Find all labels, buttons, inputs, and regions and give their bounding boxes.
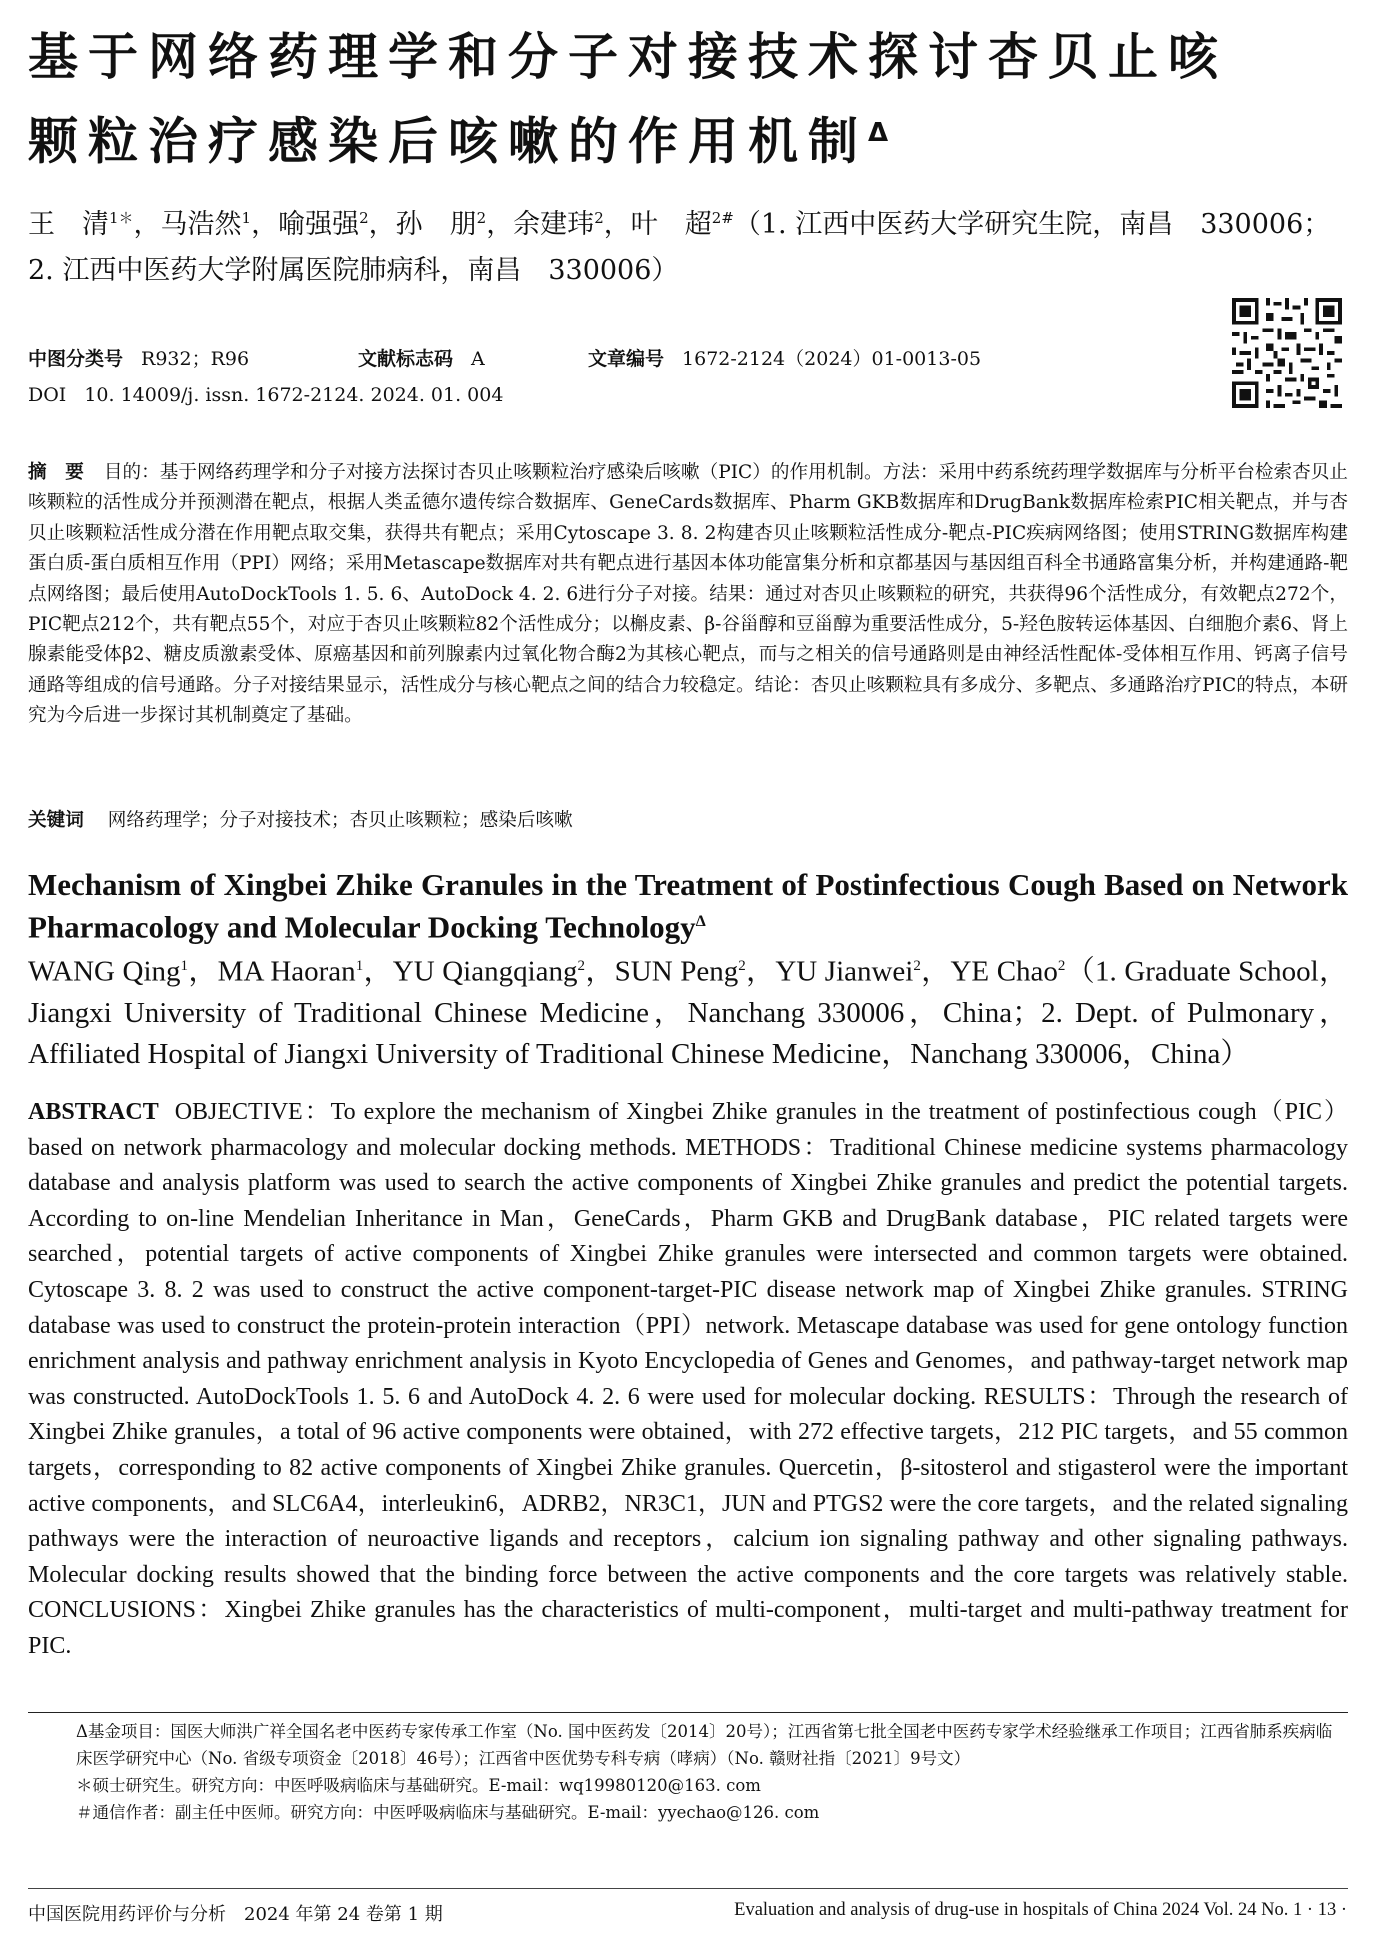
- keywords-cn-label: 关键词: [28, 810, 84, 831]
- footer-divider: [28, 1888, 1348, 1889]
- author-cn-5-sup: 2: [594, 209, 604, 227]
- author-en-6: ，YE Chao: [920, 955, 1058, 988]
- footer-journal-cn: 中国医院用药评价与分析 2024 年第 24 卷第 1 期: [28, 1904, 443, 1925]
- author-en-6-sup: 2: [1057, 958, 1066, 974]
- author-en-2: ，MA Haoran: [188, 955, 356, 988]
- author-cn-6-sup: 2#: [711, 209, 734, 227]
- author-en-3-sup: 2: [577, 958, 586, 974]
- author-cn-6: ，叶 超: [603, 209, 712, 240]
- doc-code-field: [358, 344, 485, 371]
- authors-en: [28, 946, 1348, 1075]
- title-cn-line2: [28, 98, 1348, 177]
- title-cn-line1: [28, 22, 1348, 92]
- title-cn-line2-text: 颗粒治疗感染后咳嗽的作用机制: [28, 112, 868, 171]
- author-en-5-sup: 2: [913, 958, 921, 974]
- abstract-en: [28, 1095, 1348, 1665]
- abstract-cn-label: 摘 要: [28, 462, 84, 483]
- author-en-4-sup: 2: [738, 958, 746, 974]
- title-en-text: Mechanism of Xingbei Zhike Granules in the Treatment of Postinfectious Cough Based on Network Pharmacology and Molecular Docking Technology: [28, 867, 1348, 945]
- abstract-en-label: ABSTRACT: [28, 1099, 159, 1125]
- author-cn-4: ，孙 朋: [368, 209, 477, 240]
- keywords-cn: [28, 806, 1348, 832]
- footnote-first-author: ＊硕士研究生。研究方向：中医呼吸病临床与基础研究。E-mail：wq19980120@163. com: [76, 1776, 761, 1795]
- article-no-field: [588, 344, 981, 371]
- doi-value[interactable]: 10. 14009/j. issn. 1672-2124. 2024. 01. 004: [84, 384, 504, 406]
- author-en-5: ，YU Jianwei: [745, 955, 914, 988]
- abstract-cn-text: 目的：基于网络药理学和分子对接方法探讨杏贝止咳颗粒治疗感染后咳嗽（PIC）的作用机制。方法：采用中药系统药理学数据库与分析平台检索杏贝止咳颗粒的活性成分并预测潜在靶点，根据人类孟德尔遗传综合数据库、GeneCards数据库、Pharm GKB数据库和DrugBank数据库检索PIC相关靶点，并与杏贝止咳颗粒活性成分潜在作用靶点取交集，获得共有靶点；采用Cytoscape 3. 8. 2构建杏贝止咳颗粒活性成分-靶点-PIC疾病网络图；使用STRING数据库构建蛋白质-蛋白质相互作用（PPI）网络；采用Metascape数据库对共有靶点进行基因本体功能富集分析和京都基因与基因组百科全书通路富集分析，并构建通路-靶点网络图；最后使用AutoDockTools 1. 5. 6、AutoDock 4. 2. 6进行分子对接。结果：通过对杏贝止咳颗粒的研究，共获得96个活性成分，有效靶点272个，PIC靶点212个，共有靶点55个，对应于杏贝止咳颗粒82个活性成分；以槲皮素、β-谷甾醇和豆甾醇为重要活性成分，5-羟色胺转运体基因、白细胞介素6、肾上腺素能受体β2、糖皮质激素受体、原癌基因和前列腺素内过氧化物合酶2为其核心靶点，而与之相关的信号通路则是由神经活性配体-受体相互作用、钙离子信号通路等组成的信号通路。分子对接结果显示，活性成分与核心靶点之间的结合力较稳定。结论：杏贝止咳颗粒具有多成分、多靶点、多通路治疗PIC的特点，本研究为今后进一步探讨其机制奠定了基础。: [28, 462, 1348, 727]
- title-cn-fund-mark: Δ: [868, 118, 889, 148]
- title-cn-line1-text: 基于网络药理学和分子对接技术探讨杏贝止咳: [28, 28, 1228, 86]
- affiliations-en: （1. Graduate School，Jiangxi University of Traditional Chinese Medicine，Nanchang 330006，China；2. Dept. of Pulmonary，Affiliated Hospital of Jiangxi University of Traditional Chinese Medicine，Nanchang 330006，China）: [28, 955, 1348, 1070]
- abstract-en-text: OBJECTIVE：To explore the mechanism of Xingbei Zhike granules in the treatment of postinfectious cough（PIC）based on network pharmacology and molecular docking methods. METHODS：Traditional Chinese medicine systems pharmacology database and analysis platform was used to search the active components of Xingbei Zhike granules and predict the potential targets. According to on-line Mendelian Inheritance in Man，GeneCards，Pharm GKB and DrugBank database，PIC related targets were searched，potential targets of active components of Xingbei Zhike granules were intersected and common targets were obtained. Cytoscape 3. 8. 2 was used to construct the active component-target-PIC disease network map of Xingbei Zhike granules. STRING database was used to construct the protein-protein interaction（PPI）network. Metascape database was used for gene ontology function enrichment analysis and pathway enrichment analysis in Kyoto Encyclopedia of Genes and Genomes，and pathway-target network map was constructed. AutoDockTools 1. 5. 6 and AutoDock 4. 2. 6 were used for molecular docking. RESULTS：Through the research of Xingbei Zhike granules，a total of 96 active components were obtained，with 272 effective targets，212 PIC targets，and 55 common targets，corresponding to 82 active components of Xingbei Zhike granules. Quercetin，β-sitosterol and stigasterol were the important active components，and SLC6A4，interleukin6，ADRB2，NR3C1，JUN and PTGS2 were the core targets，and the related signaling pathways were the interaction of neuroactive ligands and receptors，calcium ion signaling pathway and other signaling pathways. Molecular docking results showed that the binding force between the active components and the core targets was relatively stable. CONCLUSIONS：Xingbei Zhike granules has the characteristics of multi-component，multi-target and multi-pathway treatment for PIC.: [28, 1099, 1348, 1659]
- title-en-fund-mark: Δ: [695, 913, 706, 930]
- footnote-corresponding: ＃通信作者：副主任中医师。研究方向：中医呼吸病临床与基础研究。E-mail：yyechao@126. com: [76, 1803, 820, 1822]
- doi-row: [28, 384, 503, 406]
- affiliations-cn: （1. 江西中医药大学研究生院，南昌 330006；2. 江西中医药大学附属医院肺病科，南昌 330006）: [28, 209, 1331, 286]
- footer-journal-en: Evaluation and analysis of drug-use in hospitals of China 2024 Vol. 24 No. 1 · 13 ·: [734, 1900, 1347, 1920]
- author-en-1: WANG Qing: [28, 955, 181, 988]
- author-cn-3: ，喻强强: [251, 209, 360, 240]
- doc-code-label: 文献标志码: [358, 348, 454, 370]
- doi-label: DOI: [28, 384, 67, 406]
- author-en-3: ，YU Qiangqiang: [363, 955, 578, 988]
- author-en-2-sup: 1: [355, 958, 364, 974]
- footnotes: [28, 1718, 1348, 1826]
- author-cn-4-sup: 2: [476, 209, 487, 227]
- author-cn-3-sup: 2: [359, 209, 369, 227]
- clc-label: 中图分类号: [28, 348, 124, 370]
- article-no-value: 1672-2124（2024）01-0013-05: [682, 348, 982, 370]
- author-cn-2-sup: 1: [241, 209, 252, 227]
- author-en-4: ，SUN Peng: [585, 955, 739, 988]
- keywords-cn-text: 网络药理学；分子对接技术；杏贝止咳颗粒；感染后咳嗽: [107, 810, 573, 831]
- author-cn-1: 王 清: [28, 209, 109, 240]
- clc-value: R932；R96: [141, 348, 250, 370]
- authors-cn: [28, 195, 1348, 294]
- qr-code-icon[interactable]: [1232, 298, 1342, 408]
- footnote-divider: [28, 1712, 1348, 1713]
- author-cn-5: ，余建玮: [486, 209, 595, 240]
- doc-code-value: A: [471, 348, 485, 370]
- clc-field: [28, 344, 249, 371]
- article-no-label: 文章编号: [588, 348, 665, 370]
- abstract-cn: [28, 458, 1348, 732]
- footnote-fund: Δ基金项目：国医大师洪广祥全国名老中医药专家传承工作室（No. 国中医药发〔2014〕20号）；江西省第七批全国老中医药专家学术经验继承工作项目；江西省肺系疾病临床医学研究中心（No. 省级专项资金〔2018〕46号）；江西省中医优势专科专病（哮病）（No. 赣财社指〔2021〕9号文）: [76, 1722, 1333, 1768]
- author-cn-2: ，马浩然: [133, 209, 242, 240]
- author-cn-1-sup: 1＊: [109, 209, 134, 227]
- title-en: [28, 866, 1348, 945]
- author-en-1-sup: 1: [180, 958, 189, 974]
